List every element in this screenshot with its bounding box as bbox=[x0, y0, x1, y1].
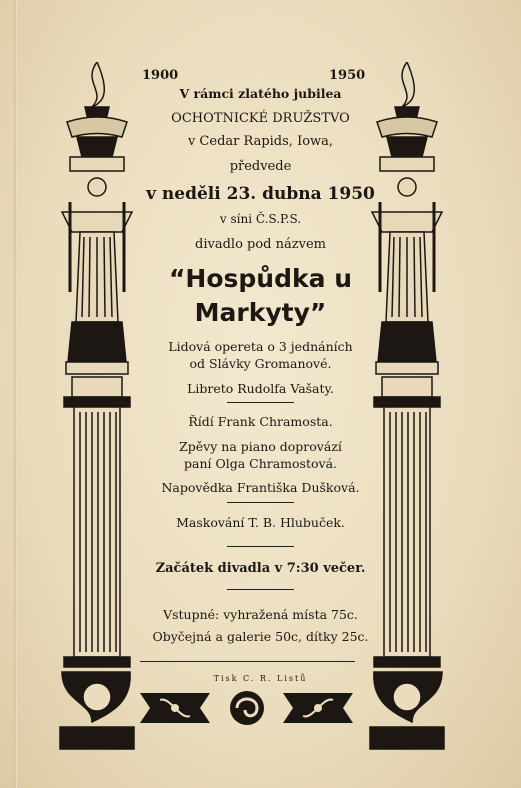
start-time: Začátek divadla v 7:30 večer. bbox=[155, 561, 366, 576]
admission-line2: Obyčejná a galerie 50c, dítky 25c. bbox=[152, 629, 369, 644]
play-intro: divadlo pod názvem bbox=[195, 237, 326, 252]
year-end: 1950 bbox=[329, 68, 366, 83]
admission-line1: Vstupné: vyhražená místa 75c. bbox=[163, 607, 358, 622]
play-title-line1: “Hospůdka u bbox=[169, 264, 352, 293]
company-name: OCHOTNICKÉ DRUŽSTVO bbox=[171, 111, 350, 126]
divider bbox=[227, 502, 294, 503]
makeup: Maskování T. B. Hlubuček. bbox=[176, 515, 345, 530]
play-title-line2: Markyty” bbox=[194, 298, 327, 327]
jubilee-line: V rámci zlatého jubilea bbox=[179, 86, 342, 101]
piano-line2: paní Olga Chramostová. bbox=[183, 456, 338, 471]
venue: v síni Č.S.P.S. bbox=[219, 212, 302, 226]
performance-date: v neděli 23. dubna 1950 bbox=[146, 184, 375, 204]
divider bbox=[227, 589, 294, 590]
director: Řídí Frank Chramosta. bbox=[188, 414, 333, 429]
divider bbox=[227, 402, 294, 403]
divider bbox=[227, 546, 294, 547]
left-ornament bbox=[140, 688, 210, 728]
piano-line1: Zpěvy na piano doprovází bbox=[179, 439, 342, 454]
printer-credit: Tisk C. R. Listů bbox=[213, 674, 308, 683]
center-ornament bbox=[227, 688, 267, 728]
libretto: Libreto Rudolfa Vašaty. bbox=[187, 381, 334, 396]
year-start: 1900 bbox=[142, 68, 179, 83]
right-ornament bbox=[283, 688, 353, 728]
location: v Cedar Rapids, Iowa, bbox=[187, 134, 334, 149]
presents: předvede bbox=[229, 159, 292, 174]
divider bbox=[140, 661, 355, 662]
prompter: Napovědka Františka Dušková. bbox=[161, 480, 360, 495]
genre-line2: od Slávky Gromanové. bbox=[189, 356, 332, 371]
genre-line1: Lidová opereta o 3 jednáních bbox=[168, 339, 353, 354]
